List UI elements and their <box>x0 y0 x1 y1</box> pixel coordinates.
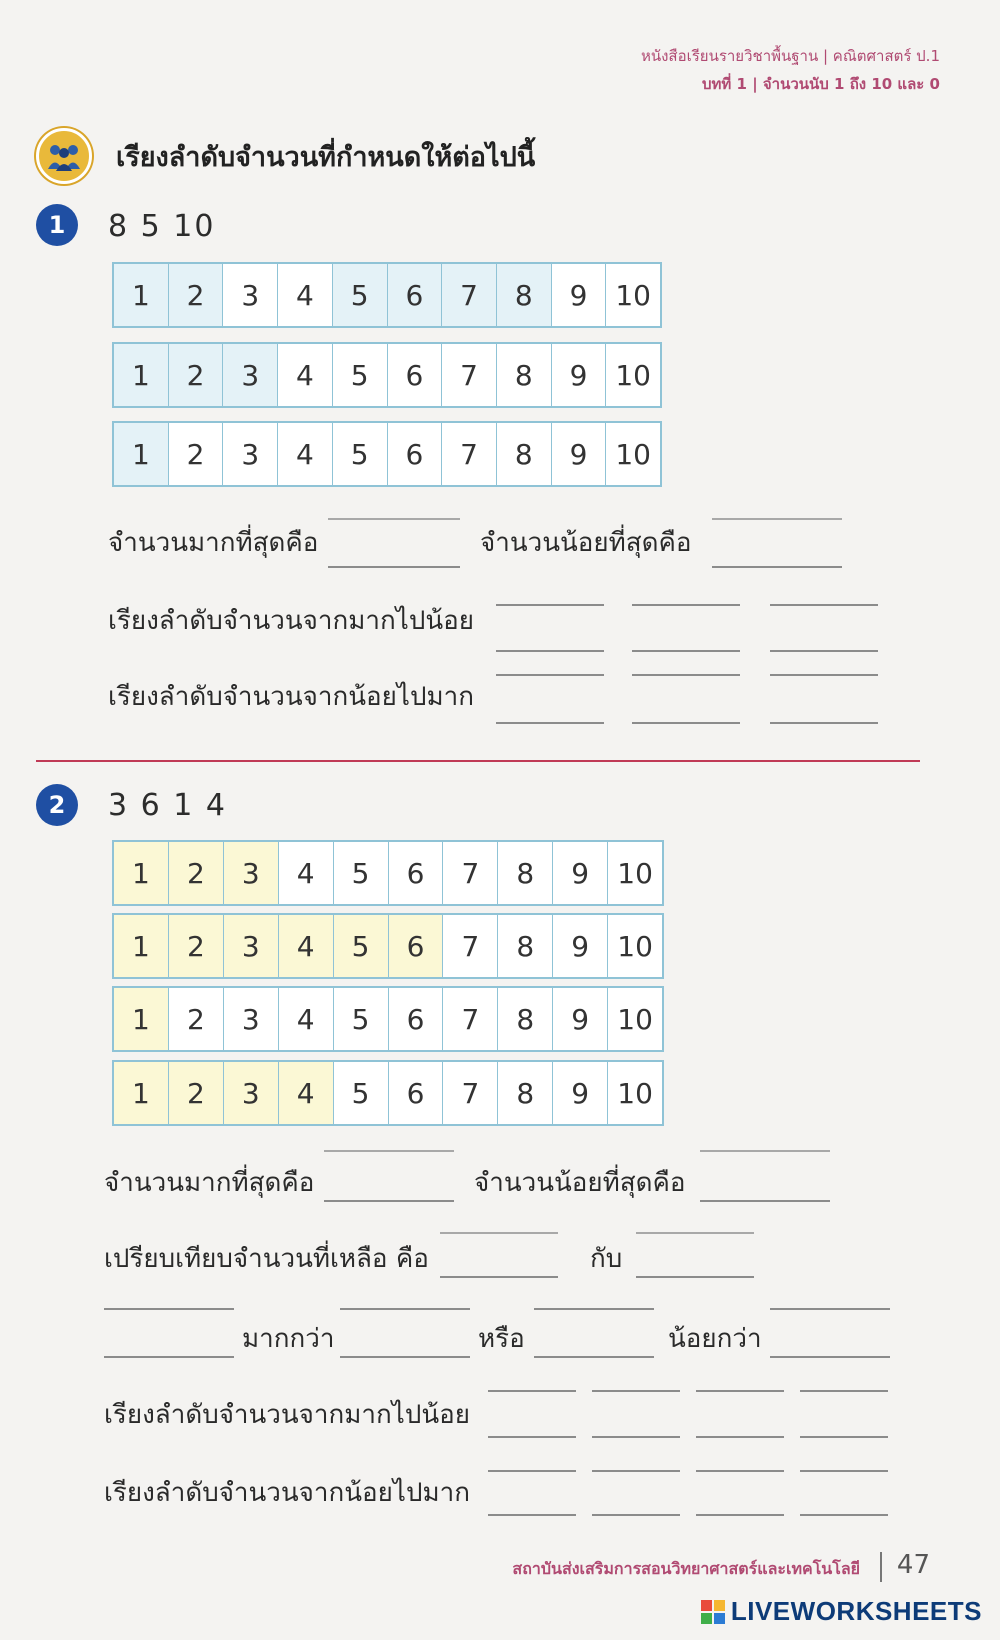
q1-asc-blank-1-top <box>496 674 604 676</box>
q2-most-blank[interactable] <box>324 1200 454 1202</box>
grid-cell: 2 <box>169 423 224 485</box>
grid-cell: 6 <box>389 988 444 1050</box>
q1-desc-blank-2-top <box>632 604 740 606</box>
number-line-q1-row1 <box>112 262 662 328</box>
q1-asc-blank-2[interactable] <box>632 722 740 724</box>
q2-least-blank[interactable] <box>700 1200 830 1202</box>
grid-cell: 3 <box>223 344 278 406</box>
grid-cell: 10 <box>617 1002 653 1036</box>
q2-least-label: จำนวนน้อยที่สุดคือ <box>474 1168 686 1198</box>
grid-cell: 10 <box>617 856 653 890</box>
grid-cell: 8 <box>498 915 553 977</box>
q2-less-label: น้อยกว่า <box>668 1324 762 1354</box>
q1-desc-label: เรียงลำดับจำนวนจากมากไปน้อย <box>108 606 474 636</box>
q2-desc-blank-1[interactable] <box>488 1436 576 1438</box>
grid-cell: 8 <box>498 988 553 1050</box>
number-line-q2-row1 <box>112 840 664 906</box>
grid-cell: 8 <box>497 264 552 326</box>
grid-cell: 3 <box>224 988 279 1050</box>
q2-more-blank-1-top <box>104 1308 234 1310</box>
header-chapter: บทที่ 1 | จำนวนนับ 1 ถึง 10 และ 0 <box>702 75 940 93</box>
q1-asc-blank-3[interactable] <box>770 722 878 724</box>
question-2-badge: 2 <box>36 784 78 826</box>
q2-desc-blank-3-top <box>696 1390 784 1392</box>
grid-cell: 10 <box>615 358 651 392</box>
grid-cell: 7 <box>442 423 497 485</box>
grid-cell: 7 <box>443 988 498 1050</box>
page-number: 47 <box>896 1550 930 1580</box>
grid-cell: 1 <box>114 842 169 904</box>
q2-with-label: กับ <box>590 1244 623 1274</box>
grid-cell: 5 <box>333 344 388 406</box>
grid-cell: 2 <box>169 1062 224 1124</box>
grid-cell: 7 <box>442 344 497 406</box>
instruction-row <box>36 128 535 184</box>
q2-less-blank-1-top <box>534 1308 654 1310</box>
grid-cell: 4 <box>279 915 334 977</box>
q2-desc-blank-4-top <box>800 1390 888 1392</box>
q1-desc-blank-1[interactable] <box>496 650 604 652</box>
q1-least-blank-top <box>712 518 842 520</box>
q2-compare-label: เปรียบเทียบจำนวนที่เหลือ คือ <box>104 1244 429 1274</box>
q1-least-blank[interactable] <box>712 566 842 568</box>
grid-cell: 5 <box>333 423 388 485</box>
grid-cell: 6 <box>389 915 444 977</box>
q2-less-blank-2[interactable] <box>770 1356 890 1358</box>
brand-name: LIVEWORKSHEETS <box>730 1596 982 1626</box>
q2-or-label: หรือ <box>478 1324 525 1354</box>
q2-asc-blank-2[interactable] <box>592 1514 680 1516</box>
grid-cell: 4 <box>279 842 334 904</box>
q2-desc-blank-2-top <box>592 1390 680 1392</box>
q1-most-blank-top <box>328 518 460 520</box>
grid-cell: 4 <box>278 344 333 406</box>
q1-asc-blank-3-top <box>770 674 878 676</box>
grid-cell: 4 <box>278 423 333 485</box>
grid-cell: 3 <box>224 842 279 904</box>
grid-cell: 3 <box>224 1062 279 1124</box>
q1-desc-blank-2[interactable] <box>632 650 740 652</box>
grid-cell: 7 <box>443 842 498 904</box>
grid-cell: 2 <box>169 915 224 977</box>
grid-cell: 5 <box>334 915 389 977</box>
question-1-numbers: 8 5 10 <box>108 209 216 244</box>
q2-most-label: จำนวนมากที่สุดคือ <box>104 1168 315 1198</box>
grid-cell: 2 <box>169 988 224 1050</box>
q2-asc-blank-1-top <box>488 1470 576 1472</box>
grid-cell: 5 <box>334 1062 389 1124</box>
grid-cell: 3 <box>223 423 278 485</box>
q2-asc-blank-3-top <box>696 1470 784 1472</box>
grid-cell: 9 <box>553 842 608 904</box>
grid-cell: 1 <box>114 915 169 977</box>
grid-cell: 4 <box>278 264 333 326</box>
grid-cell: 1 <box>114 264 169 326</box>
q2-most-blank-top <box>324 1150 454 1152</box>
grid-cell: 6 <box>389 842 444 904</box>
q2-compare-blank-1[interactable] <box>440 1276 558 1278</box>
header-book-title: หนังสือเรียนรายวิชาพื้นฐาน | คณิตศาสตร์ ป.1 <box>640 47 940 65</box>
q1-desc-blank-3[interactable] <box>770 650 878 652</box>
number-line-q1-row2 <box>112 342 662 408</box>
number-line-q2-row4 <box>112 1060 664 1126</box>
q1-most-blank[interactable] <box>328 566 460 568</box>
grid-cell: 2 <box>169 264 224 326</box>
grid-cell: 9 <box>552 344 607 406</box>
grid-cell: 10 <box>617 1076 653 1110</box>
grid-cell: 10 <box>615 437 651 471</box>
q1-least-label: จำนวนน้อยที่สุดคือ <box>480 528 692 558</box>
q2-compare-blank-2[interactable] <box>636 1276 754 1278</box>
q2-desc-blank-2[interactable] <box>592 1436 680 1438</box>
grid-cell: 8 <box>498 1062 553 1124</box>
footer-institute: สถาบันส่งเสริมการสอนวิทยาศาสตร์และเทคโนโลยี <box>512 1559 860 1578</box>
grid-cell: 2 <box>169 842 224 904</box>
q2-asc-label: เรียงลำดับจำนวนจากน้อยไปมาก <box>104 1478 470 1508</box>
footer-separator <box>880 1552 882 1582</box>
grid-cell: 8 <box>497 423 552 485</box>
q2-asc-blank-1[interactable] <box>488 1514 576 1516</box>
grid-cell: 10 <box>617 929 653 963</box>
q2-desc-label: เรียงลำดับจำนวนจากมากไปน้อย <box>104 1400 470 1430</box>
grid-cell: 1 <box>114 344 169 406</box>
grid-cell: 5 <box>334 842 389 904</box>
q2-more-blank-2-top <box>340 1308 470 1310</box>
grid-cell: 5 <box>334 988 389 1050</box>
instruction-title: เรียงลำดับจำนวนที่กำหนดให้ต่อไปนี้ <box>116 141 536 173</box>
q2-less-blank-2-top <box>770 1308 890 1310</box>
grid-cell: 6 <box>388 264 443 326</box>
grid-cell: 6 <box>388 423 443 485</box>
grid-cell: 3 <box>224 915 279 977</box>
liveworksheets-logo-icon <box>701 1600 725 1624</box>
q1-asc-blank-2-top <box>632 674 740 676</box>
q2-asc-blank-2-top <box>592 1470 680 1472</box>
q1-asc-blank-1[interactable] <box>496 722 604 724</box>
grid-cell: 9 <box>552 264 607 326</box>
q1-most-label: จำนวนมากที่สุดคือ <box>108 528 319 558</box>
page-header <box>641 42 940 98</box>
grid-cell: 9 <box>553 915 608 977</box>
grid-cell: 8 <box>497 344 552 406</box>
grid-cell: 6 <box>388 344 443 406</box>
section-divider <box>36 760 920 762</box>
grid-cell: 7 <box>442 264 497 326</box>
question-2-numbers: 3 6 1 4 <box>108 788 227 823</box>
grid-cell: 8 <box>498 842 553 904</box>
grid-cell: 1 <box>114 423 169 485</box>
q2-less-blank-1[interactable] <box>534 1356 654 1358</box>
q2-desc-blank-3[interactable] <box>696 1436 784 1438</box>
grid-cell: 1 <box>114 1062 169 1124</box>
number-line-q2-row3 <box>112 986 664 1052</box>
grid-cell: 4 <box>279 988 334 1050</box>
grid-cell: 3 <box>223 264 278 326</box>
q2-compare-blank-2-top <box>636 1232 754 1234</box>
q2-asc-blank-3[interactable] <box>696 1514 784 1516</box>
grid-cell: 7 <box>443 1062 498 1124</box>
grid-cell: 10 <box>615 278 651 312</box>
liveworksheets-brand <box>701 1596 982 1627</box>
q2-more-label: มากกว่า <box>242 1324 335 1354</box>
q1-asc-label: เรียงลำดับจำนวนจากน้อยไปมาก <box>108 682 474 712</box>
q2-least-blank-top <box>700 1150 830 1152</box>
grid-cell: 6 <box>389 1062 444 1124</box>
q2-asc-blank-4-top <box>800 1470 888 1472</box>
grid-cell: 9 <box>553 1062 608 1124</box>
number-line-q2-row2 <box>112 913 664 979</box>
q2-desc-blank-4[interactable] <box>800 1436 888 1438</box>
grid-cell: 9 <box>552 423 607 485</box>
number-line-q1-row3 <box>112 421 662 487</box>
grid-cell: 2 <box>169 344 224 406</box>
grid-cell: 4 <box>279 1062 334 1124</box>
q1-desc-blank-1-top <box>496 604 604 606</box>
grid-cell: 9 <box>553 988 608 1050</box>
group-people-icon <box>36 128 92 184</box>
q1-desc-blank-3-top <box>770 604 878 606</box>
grid-cell: 5 <box>333 264 388 326</box>
grid-cell: 7 <box>443 915 498 977</box>
q2-more-blank-2[interactable] <box>340 1356 470 1358</box>
q2-asc-blank-4[interactable] <box>800 1514 888 1516</box>
q2-compare-blank-1-top <box>440 1232 558 1234</box>
q2-more-blank-1[interactable] <box>104 1356 234 1358</box>
grid-cell: 1 <box>114 988 169 1050</box>
q2-desc-blank-1-top <box>488 1390 576 1392</box>
question-1-badge: 1 <box>36 204 78 246</box>
